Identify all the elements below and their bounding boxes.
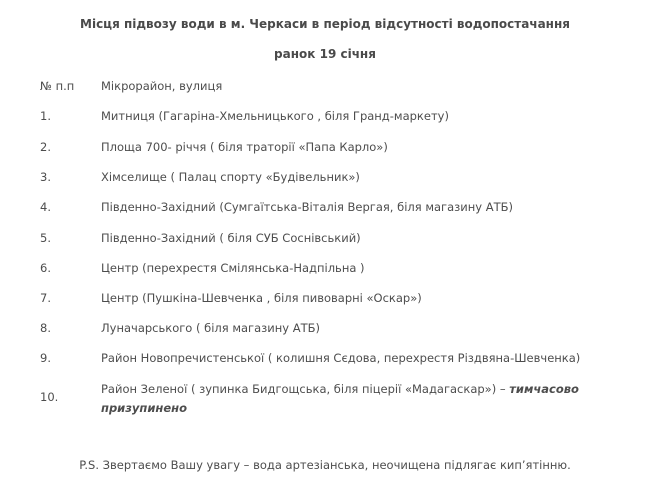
row-location: Митниця (Гагаріна-Хмельницького , біля Гранд-маркету) [101,109,449,123]
row-location [101,380,621,418]
row-location: Центр (перехрестя Смілянська-Надпільна ) [101,261,365,275]
footer-note: P.S. Звертаємо Вашу увагу – вода артезіанська, неочищена підлягає кип’ятінню. [79,458,571,472]
row-location: Південно-Західний (Сумгаїтська-Віталія Вергая, біля магазину АТБ) [101,200,513,214]
row-location-text: Район Зеленої ( зупинка Бидгощська, біля піцерії «Мадагаскар») – [101,382,510,396]
row-location: Район Новопречистенської ( колишня Сєдова, перехрестя Різдвяна-Шевченка) [101,351,581,365]
table-row [0,140,650,156]
table-row [0,291,650,307]
row-status-emphasis: тимчасово призупинено [101,382,579,415]
row-location: Луначарського ( біля магазину АТБ) [101,321,320,335]
table-row [0,170,650,186]
row-number: 9. [40,351,51,365]
header-number: № п.п [40,79,75,93]
page-subtitle: ранок 19 січня [274,47,376,61]
table-row [0,380,650,420]
row-number: 2. [40,140,51,154]
table-row [0,321,650,337]
row-number: 8. [40,321,51,335]
row-number: 10. [40,390,59,404]
row-location: Хімселище ( Палац спорту «Будівельник») [101,170,360,184]
row-number: 4. [40,200,51,214]
header-location: Мікрорайон, вулиця [101,79,223,93]
row-number: 3. [40,170,51,184]
row-location: Південно-Західний ( біля СУБ Соснівський) [101,231,361,245]
row-location: Площа 700- річчя ( біля траторії «Папа Карло») [101,140,388,154]
row-number: 5. [40,231,51,245]
table-row [0,261,650,277]
table-row [0,231,650,247]
table-header-row [0,79,650,95]
table-row [0,109,650,125]
row-number: 6. [40,261,51,275]
row-number: 7. [40,291,51,305]
row-number: 1. [40,109,51,123]
table-row [0,351,650,367]
row-location: Центр (Пушкіна-Шевченка , біля пивоварні «Оскар») [101,291,422,305]
page-title: Місця підвозу води в м. Черкаси в період відсутності водопостачання [80,17,570,31]
table-row [0,200,650,216]
